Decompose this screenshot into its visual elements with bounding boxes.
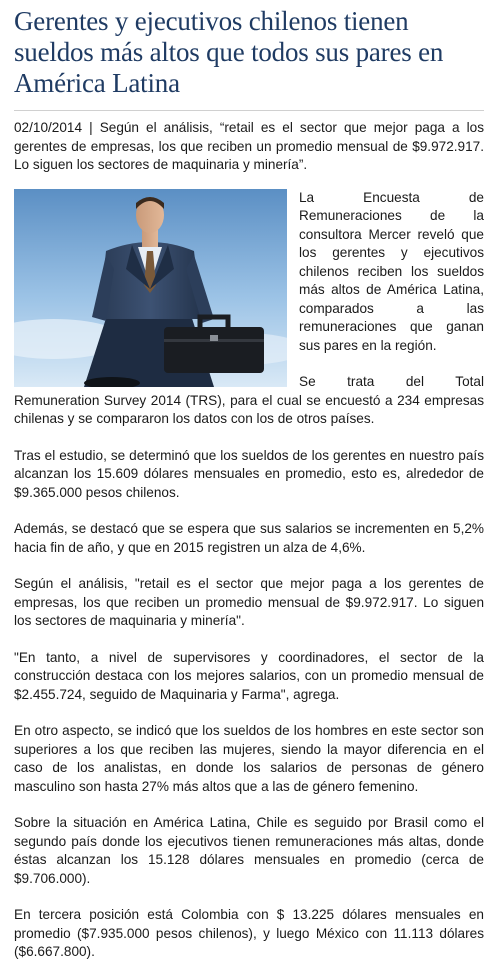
paragraph-8: Sobre la situación en América Latina, Chile es seguido por Brasil como el segundo país donde los ejecutivos tienen remuneraciones más altas, donde éstas alcanzan los 15.128 dólares mensuales en promedio (cerca de $9.706.000). bbox=[14, 815, 484, 886]
article-date: 02/10/2014 bbox=[14, 120, 83, 135]
date-separator: | bbox=[82, 120, 100, 135]
paragraph-5: Según el análisis, "retail es el sector que mejor paga a los gerentes de empresas, los que reciben un promedio mensual de $9.972.917. Lo siguen los sectores de maquinaria y minería". bbox=[14, 576, 484, 628]
article-lead bbox=[14, 119, 484, 175]
paragraph-7: En otro aspecto, se indicó que los sueldos de los hombres en este sector son superiores a los que reciben las mujeres, siendo la mayor diferencia en el caso de los analistas, en donde los salarios de personas de género masculino son hasta 27% más altos que a las de género femenino. bbox=[14, 723, 484, 794]
article-title: Gerentes y ejecutivos chilenos tienen sueldos más altos que todos sus pares en América Latina bbox=[14, 6, 444, 98]
businessman-photo bbox=[14, 189, 287, 387]
paragraph-2: Se trata del Total Remuneration Survey 2014 (TRS), para el cual se encuestó a 234 empresas chilenas y se compararon los datos con los de otros países. bbox=[14, 374, 484, 426]
article bbox=[14, 0, 484, 980]
title-divider bbox=[14, 110, 484, 111]
paragraph-4: Además, se destacó que se espera que sus salarios se incrementen en 5,2% hacia fin de año, y que en 2015 registren un alza de 4,6%. bbox=[14, 521, 484, 555]
paragraph-9: En tercera posición está Colombia con $ 13.225 dólares mensuales en promedio ($7.935.000 pesos chilenos), y luego México con 11.113 dólares ($6.667.800). bbox=[14, 907, 484, 959]
paragraph-6: "En tanto, a nivel de supervisores y coordinadores, el sector de la construcción destaca con los mejores salarios, con un promedio mensual de $2.455.724, seguido de Maquinaria y Farma", agrega. bbox=[14, 649, 484, 702]
paragraph-1: La Encuesta de Remuneraciones de la consultora Mercer reveló que los gerentes y ejecutivos chilenos reciben los sueldos más altos de América Latina, comparados a las remuneraciones que ganan sus pares en la región. bbox=[299, 189, 484, 353]
paragraph-3: Tras el estudio, se determinó que los sueldos de los gerentes en nuestro país alcanzan los 15.609 dólares mensuales en promedio, esto es, alrededor de $9.365.000 pesos chilenos. bbox=[14, 447, 484, 500]
article-body bbox=[14, 189, 484, 962]
lead-text: Según el análisis, “retail es el sector que mejor paga a los gerentes de empresas, los que reciben un promedio mensual de $9.972.917. Lo siguen los sectores de maquinaria y minería”. bbox=[14, 120, 485, 172]
